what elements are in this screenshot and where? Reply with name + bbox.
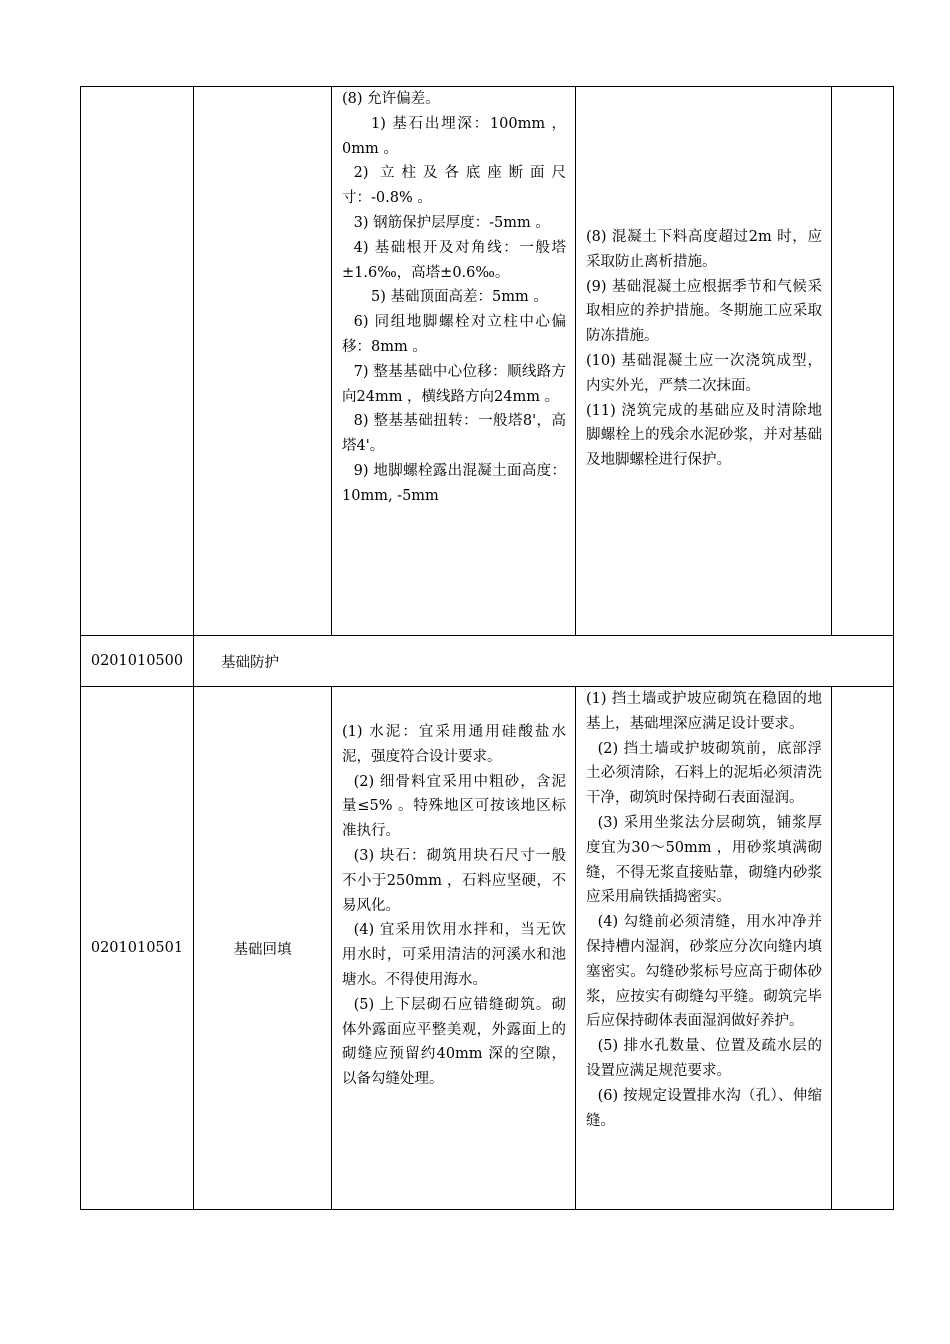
item-code-cell [81,87,194,636]
requirement-text: 6) 同组地脚螺栓对立柱中心偏移：8mm 。 [342,314,566,355]
requirement-text: 4) 基础根开及对角线：一般塔±1.6‰，高塔±0.6‰。 [342,239,566,281]
material-requirements-cell [332,687,576,1210]
item-name-cell [194,87,332,636]
spec-table [80,86,894,1210]
construction-requirements-cell [576,87,832,636]
remarks-cell [832,87,894,636]
item-code: 0201010500 [90,653,184,669]
table-row [81,636,894,687]
requirement-text: (1) 挡土墙或护坡应砌筑在稳固的地基上，基础埋深应满足设计要求。 [586,691,822,732]
requirement-text: (9) 基础混凝土应根据季节和气候采取相应的养护措施。冬期施工应采取防冻措施。 [586,278,822,345]
requirement-text: (6) 按规定设置排水沟（孔）、伸缩缝。 [586,1087,822,1129]
requirement-text: (5) 上下层砌石应错缝砌筑。砌体外露面应平整美观，外露面上的砌缝应预留约40mm 深的空隙，以备勾缝处理。 [342,996,566,1088]
requirement-text: 7) 整基基础中心位移：顺线路方向24mm ，横线路方向24mm 。 [342,363,566,405]
requirement-text: 3) 钢筋保护层厚度：-5mm 。 [353,214,550,231]
requirement-text: (3) 块石：砌筑用块石尺寸一般不小于250mm ，石料应坚硬，不易风化。 [342,847,566,914]
section-name-cell [194,636,894,687]
item-code-cell [81,636,194,687]
table-row [81,687,894,1210]
requirement-text: (2) 细骨料宜采用中粗砂，含泥量≤5% 。特殊地区可按该地区标准执行。 [342,773,566,840]
item-code: 0201010501 [90,940,184,956]
requirement-text: 2) 立柱及各底座断面尺寸：-0.8% 。 [342,165,566,207]
requirement-text: (11) 浇筑完成的基础应及时清除地脚螺栓上的残余水泥砂浆，并对基础及地脚螺栓进行保护。 [586,402,822,469]
requirement-text: 8) 整基基础扭转：一般塔8'，高塔4'。 [342,413,566,455]
remarks-cell [832,687,894,1210]
requirement-text: 5) 基础顶面高差：5mm 。 [371,289,548,306]
requirement-text: (5) 排水孔数量、位置及疏水层的设置应满足规范要求。 [586,1038,822,1079]
requirement-text: (3) 采用坐浆法分层砌筑，铺浆厚度宜为30～50mm ，用砂浆填满砌缝，不得无浆直接贴靠，砌缝内砂浆应采用扁铁插捣密实。 [586,814,822,906]
requirement-text: (2) 挡土墙或护坡砌筑前，底部浮土必须清除，石料上的泥垢必须清洗干净，砌筑时保持砌石表面湿润。 [586,740,822,807]
item-name-cell [194,687,332,1210]
requirement-text: (8) 混凝土下料高度超过2m 时，应采取防止离析措施。 [586,229,822,270]
section-name: 基础防护 [221,654,279,671]
material-requirements-cell [332,87,576,636]
requirement-text: (4) 宜采用饮用水拌和，当无饮用水时，可采用清洁的河溪水和池塘水。不得使用海水。 [342,922,566,988]
requirement-text: (8) 允许偏差。 [342,91,440,107]
requirement-text: (1) 水泥：宜采用通用硅酸盐水泥，强度符合设计要求。 [342,724,566,765]
requirement-text: (4) 勾缝前必须清缝，用水冲净并保持槽内湿润，砂浆应分次向缝内填塞密实。勾缝砂浆标号应高于砌体砂浆，应按实有砌缝勾平缝。砌筑完毕后应保持砌体表面湿润做好养护。 [586,914,822,1030]
table-row [81,87,894,636]
item-name: 基础回填 [233,941,292,958]
item-code-cell [81,687,194,1210]
construction-requirements-cell [576,687,832,1210]
requirement-text: 9) 地脚螺栓露出混凝土面高度：10mm, -5mm [342,462,566,504]
requirement-text: (10) 基础混凝土应一次浇筑成型，内实外光，严禁二次抹面。 [586,352,822,394]
requirement-text: 1) 基石出埋深：100mm ，0mm 。 [342,115,566,157]
